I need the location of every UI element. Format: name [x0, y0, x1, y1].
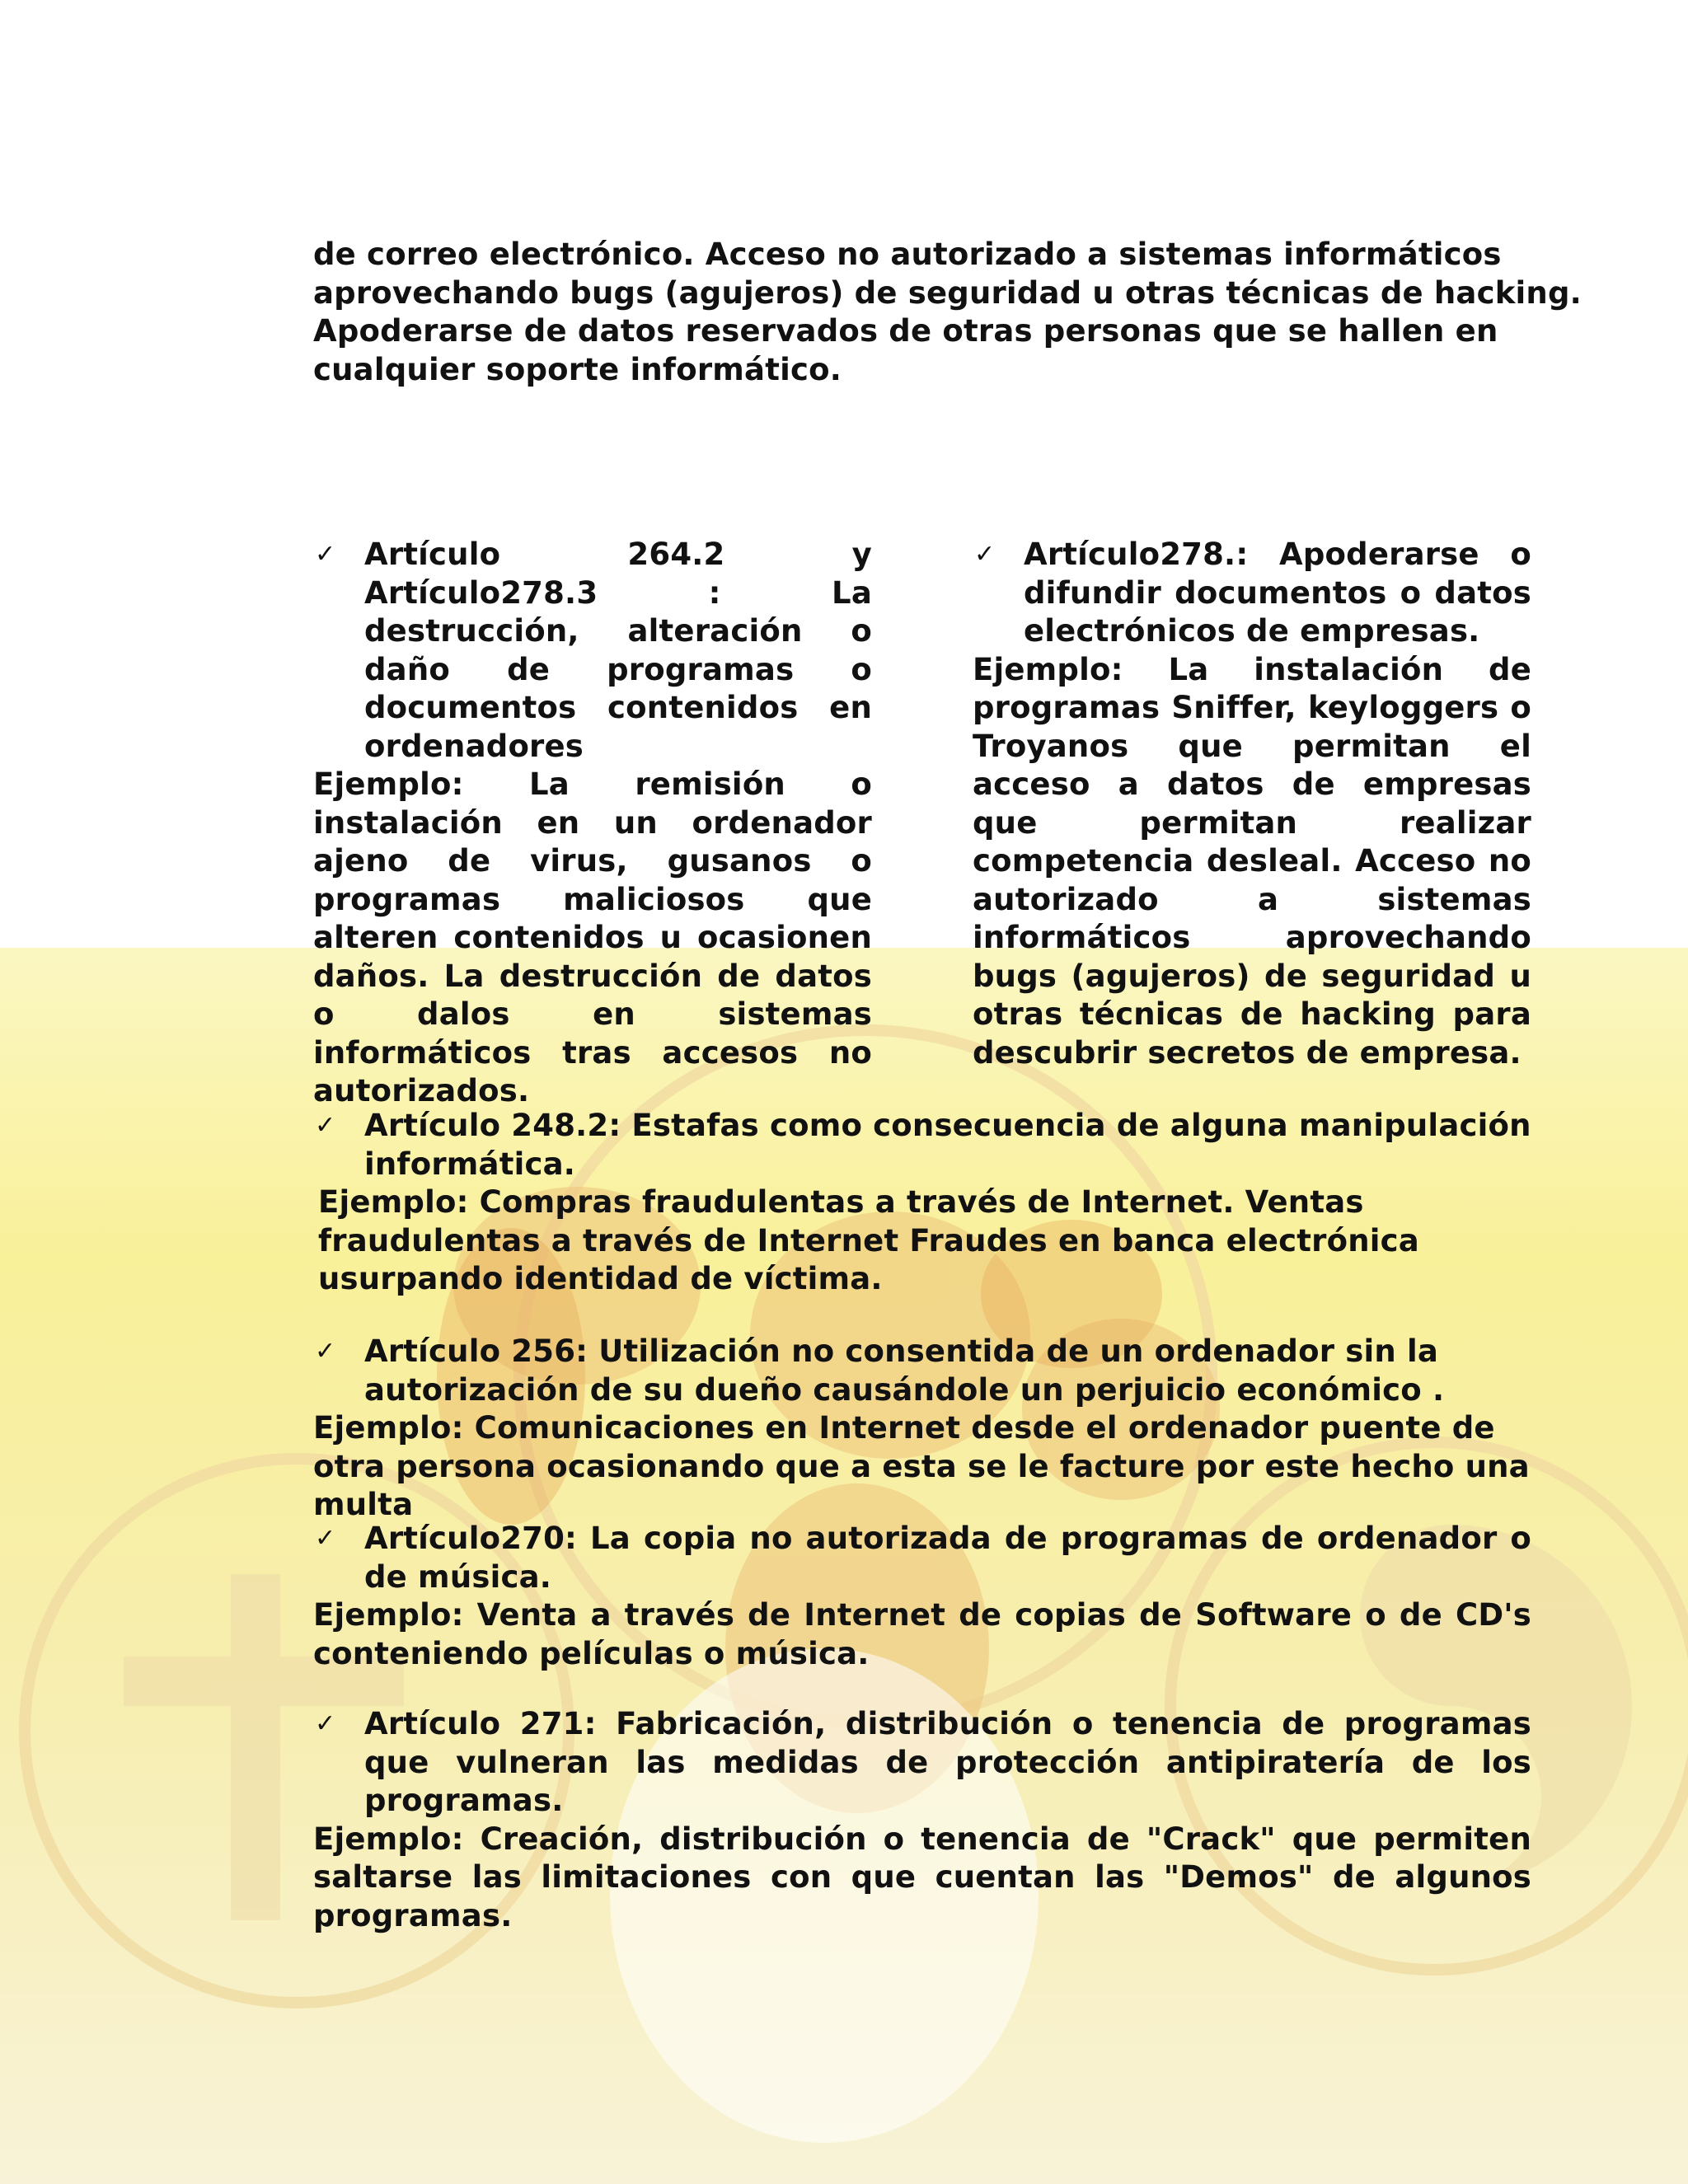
article-example: Ejemplo: Creación, distribución o tenencia de "Crack" que permiten saltarse las limitaciones con que cuentan las "Demos" de algunos programas.: [313, 1821, 1531, 1933]
checkmark-bullet-icon: ✓: [315, 1709, 336, 1738]
article-block: [313, 1333, 1531, 1525]
checkmark-bullet-icon: ✓: [315, 540, 336, 569]
article-block: [313, 1107, 1531, 1299]
article-title: Artículo 271: Fabricación, distribución o tenencia de programas que vulneran las medidas de protección antipiratería de los programas.: [364, 1706, 1531, 1818]
intro-line: cualquier soporte informático.: [313, 351, 842, 387]
checkmark-bullet-icon: ✓: [315, 1337, 336, 1366]
article-title: Artículo 248.2: Estafas como consecuencia de alguna manipulación informática.: [364, 1108, 1531, 1182]
checkmark-bullet-icon: ✓: [315, 1111, 336, 1140]
intro-line: Apoderarse de datos reservados de otras personas que se hallen en: [313, 313, 1498, 349]
article-title: Artículo270: La copia no autorizada de programas de ordenador o de música.: [364, 1521, 1531, 1595]
article-example: Ejemplo: Comunicaciones en Internet desde el ordenador puente de otra persona ocasionando que a esta se le facture por este hecho una multa: [313, 1410, 1530, 1522]
article-item: [313, 1333, 1531, 1409]
checkmark-bullet-icon: ✓: [315, 1524, 336, 1553]
article-title: Artículo 256: Utilización no consentida de un ordenador sin la autorización de su dueño causándole un perjuicio económico .: [364, 1333, 1445, 1408]
article-item: [313, 1107, 1531, 1183]
article-item: [313, 1520, 1531, 1596]
article-example: Ejemplo: La remisión o instalación en un ordenador ajeno de virus, gusanos o programas maliciosos que alteren contenidos u ocasionen daños. La destrucción de datos o dalos en sistemas informáticos tras accesos no autorizados.: [313, 766, 872, 1108]
article-example: Ejemplo: Compras fraudulentas a través de Internet. Ventas fraudulentas a través de Internet Fraudes en banca electrónica usurpando identidad de víctima.: [318, 1184, 1419, 1296]
checkmark-bullet-icon: ✓: [974, 540, 996, 569]
article-block: [313, 1705, 1531, 1935]
intro-line: de correo electrónico. Acceso no autorizado a sistemas informáticos: [313, 237, 1502, 272]
article-title: Artículo 264.2 y Artículo278.3 : La destrucción, alteración o daño de programas o documentos contenidos en ordenadores: [364, 537, 872, 764]
article-example: Ejemplo: La instalación de programas Sniffer, keyloggers o Troyanos que permitan el acceso a datos de empresas que permitan realizar competencia desleal. Acceso no autorizado a sistemas informáticos aprovechando bugs (agujeros) de seguridad u otras técnicas de hacking para descubrir secretos de empresa.: [973, 651, 1531, 1071]
article-item: [313, 536, 872, 766]
right-column: [973, 536, 1531, 1072]
intro-line: aprovechando bugs (agujeros) de seguridad u otras técnicas de hacking.: [313, 274, 1582, 311]
article-example: Ejemplo: Venta a través de Internet de copias de Software o de CD's conteniendo películas o música.: [313, 1597, 1531, 1671]
left-column: [313, 536, 872, 1111]
article-item: [973, 536, 1531, 651]
article-title: Artículo278.: Apoderarse o difundir documentos o datos electrónicos de empresas.: [1024, 537, 1531, 649]
article-block: [313, 1520, 1531, 1673]
article-item: [313, 1705, 1531, 1821]
intro-paragraph: [313, 236, 1582, 389]
